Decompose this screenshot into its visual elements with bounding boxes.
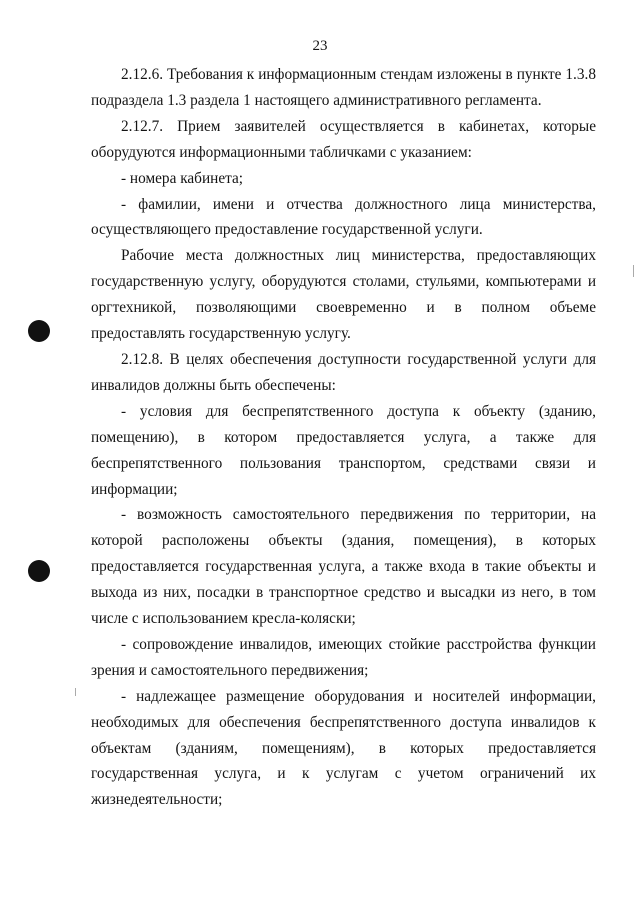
paragraph-2-12-7: 2.12.7. Прием заявителей осуществляется в кабинетах, которые оборудуются информационными табличками с указанием: — [91, 117, 596, 161]
scan-speck — [633, 265, 634, 277]
punch-hole-mark — [28, 320, 50, 342]
paragraph-2-12-8: 2.12.8. В целях обеспечения доступности государственной услуги для инвалидов должны быть обеспечены: — [91, 350, 596, 394]
document-body — [91, 62, 596, 813]
list-item-official-name: - фамилии, имени и отчества должностного лица министерства, осуществляющего предоставление государственной услуги. — [91, 195, 596, 239]
paragraph-2-12-6: 2.12.6. Требования к информационным стендам изложены в пункте 1.3.8 подраздела 1.3 раздела 1 настоящего административного регламента. — [91, 66, 596, 109]
list-item-escort: - сопровождение инвалидов, имеющих стойкие расстройства функции зрения и самостоятельного передвижения; — [91, 635, 596, 679]
list-item-movement: - возможность самостоятельного передвижения по территории, на которой расположены объекты (здания, помещения), в которых предоставляется государственная услуга, а также входа в такие объекты и выхода из них, посадки в транспортное средство и высадки из него, в том числе с использованием кресла-коляски; — [91, 506, 596, 628]
punch-hole-mark — [28, 560, 50, 582]
list-item-equipment-placement: - надлежащее размещение оборудования и носителей информации, необходимых для обеспечения беспрепятственного доступа инвалидов к объектам (зданиям, помещениям), в которых предоставляется государственная услуга, и к услугам с учетом ограничений их жизнедеятельности; — [91, 687, 596, 809]
paragraph-workplaces: Рабочие места должностных лиц министерства, предоставляющих государственную услугу, оборудуются столами, стульями, компьютерами и оргтехникой, позволяющими своевременно и в полном объеме предоставлять государственную услугу. — [91, 247, 596, 343]
list-item-room-number: - номера кабинета; — [121, 169, 244, 187]
list-item-access-conditions: - условия для беспрепятственного доступа к объекту (зданию, помещению), в котором предоставляется услуга, а также для беспрепятственного пользования транспортом, средствами связи и информации; — [91, 402, 596, 498]
scan-speck — [75, 688, 76, 696]
page-number: 23 — [312, 38, 328, 54]
